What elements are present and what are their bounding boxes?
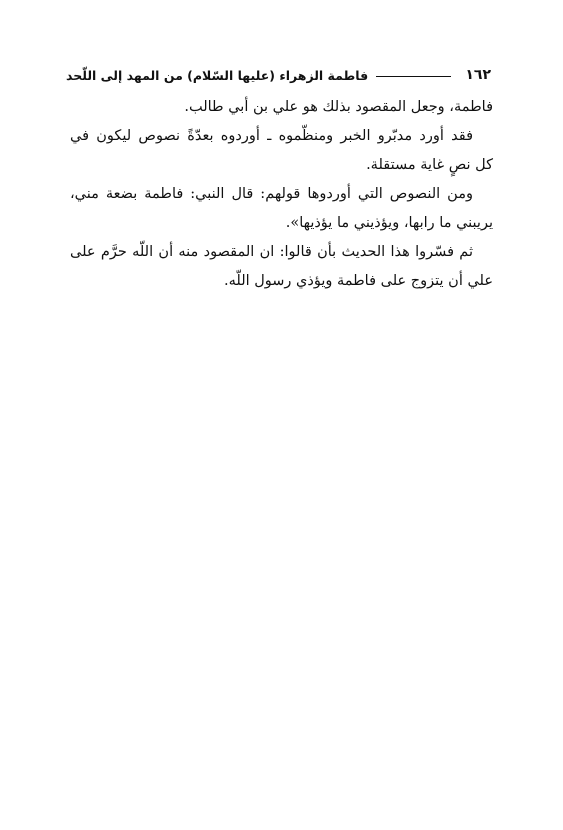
text-line: فقد أورد مدبّرو الخبر ومنظّموه ـ أوردوه بعدّةً نصوص ليكون في — [70, 128, 473, 144]
text-line: يريبني ما رابها، ويؤذيني ما يؤذيها». — [285, 215, 493, 231]
text-line: علي أن يتزوج على فاطمة ويؤذي رسول اللّه. — [224, 273, 493, 289]
running-header — [66, 64, 491, 86]
text-line: ومن النصوص التي أوردوها قولهم: قال النبي: فاطمة بضعة مني، — [70, 186, 473, 202]
chapter-title: فاطمة الزهراء (عليها السّلام) من المهد إلى اللّحد — [66, 67, 369, 83]
header-rule — [376, 76, 451, 77]
text-line: كل نصٍ غاية مستقلة. — [366, 157, 493, 173]
body-text — [70, 93, 493, 296]
text-line: ثم فسّروا هذا الحديث بأن قالوا: ان المقصود منه أن اللّه حرَّم على — [70, 244, 473, 260]
text-line: فاطمة، وجعل المقصود بذلك هو علي بن أبي طالب. — [184, 99, 493, 115]
page-number: ١٦٢ — [465, 67, 491, 83]
